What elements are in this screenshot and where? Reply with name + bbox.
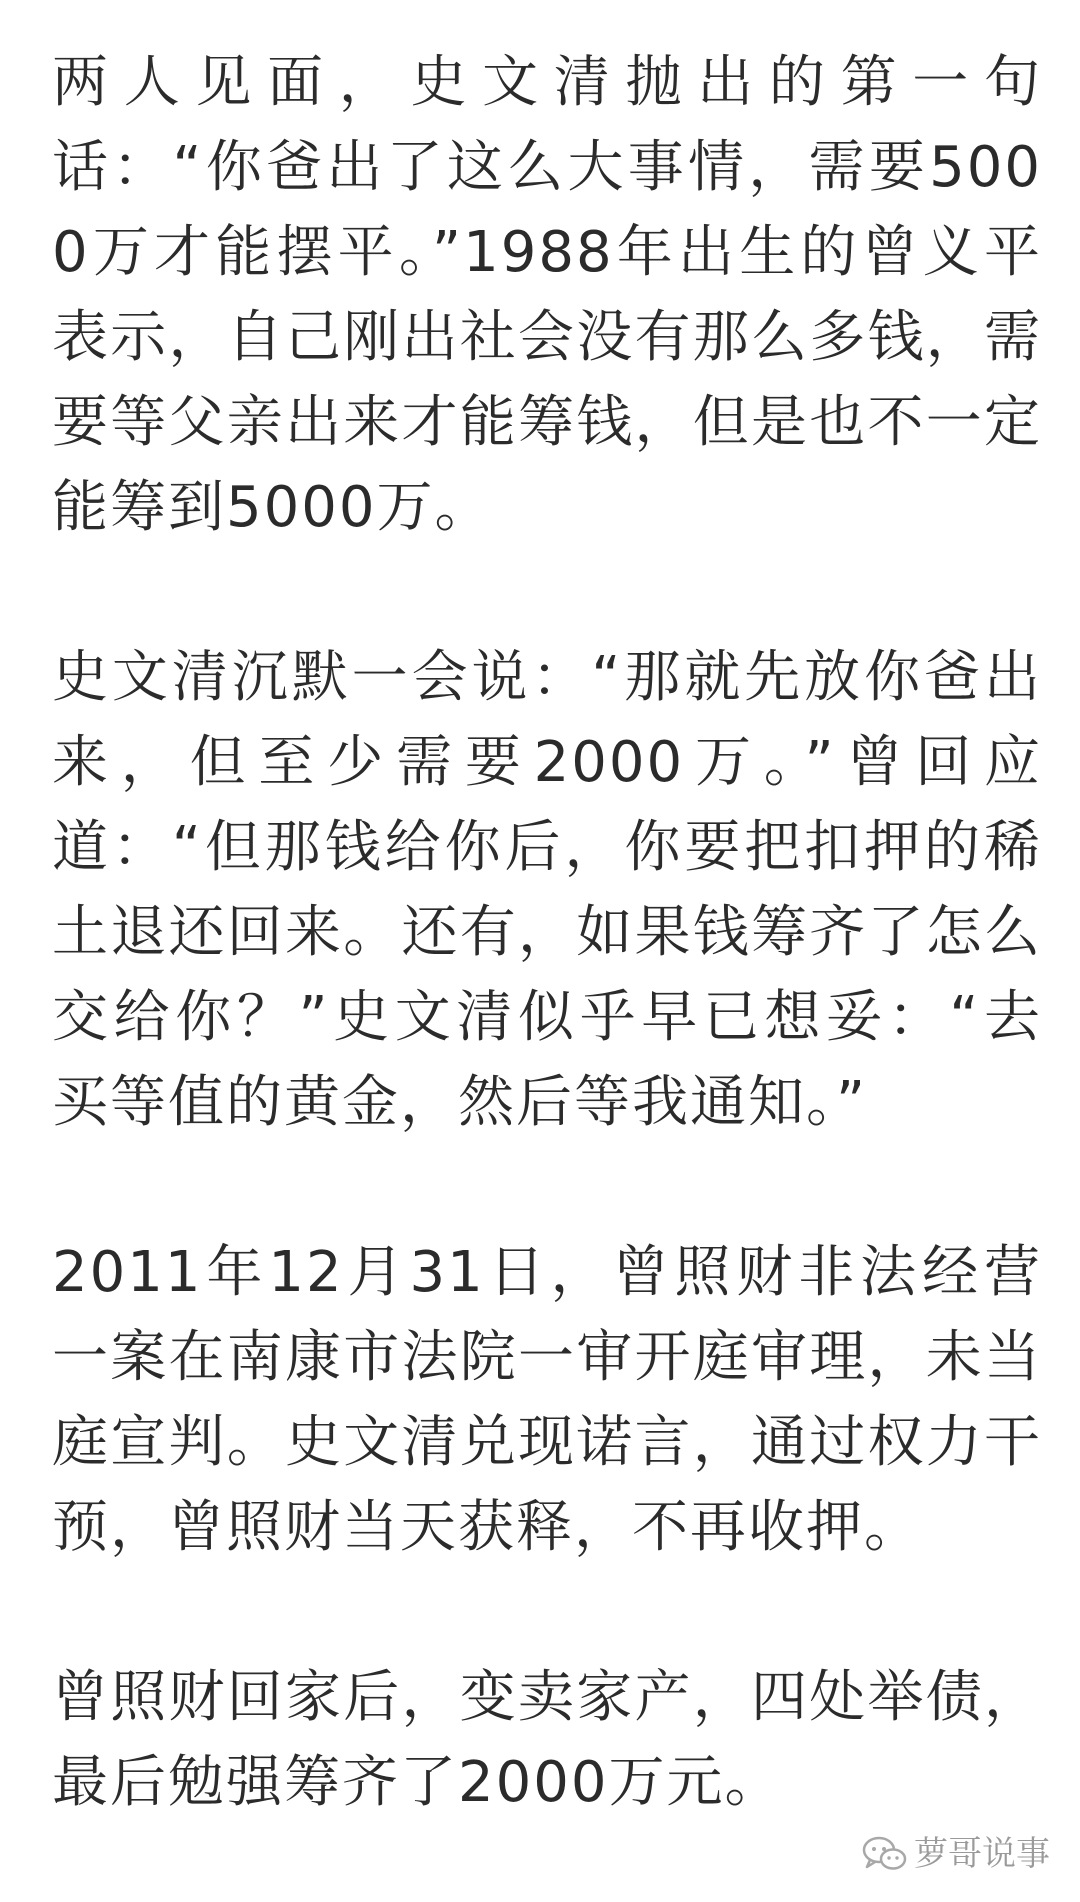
wechat-icon — [862, 1835, 908, 1873]
watermark — [862, 1834, 1050, 1874]
paragraph: 曾照财回家后，变卖家产，四处举债，最后勉强筹齐了2000万元。 — [52, 1665, 1042, 1815]
paragraph: 史文清沉默一会说：“那就先放你爸出来，但至少需要2000万。”曾回应道：“但那钱给你后，你要把扣押的稀土退还回来。还有，如果钱筹齐了怎么交给你？”史文清似乎早已想妥：“去买等值的黄金，然后等我通知。” — [52, 645, 1042, 1135]
article-body — [52, 40, 1042, 1825]
paragraph: 2011年12月31日，曾照财非法经营一案在南康市法院一审开庭审理，未当庭宣判。史文清兑现诺言，通过权力干预，曾照财当天获释，不再收押。 — [52, 1240, 1042, 1560]
paragraph: 两人见面，史文清抛出的第一句话：“你爸出了这么大事情，需要5000万才能摆平。”1988年出生的曾义平表示，自己刚出社会没有那么多钱，需要等父亲出来才能筹钱，但是也不一定能筹到5000万。 — [52, 50, 1042, 540]
watermark-text: 萝哥说事 — [914, 1834, 1050, 1874]
